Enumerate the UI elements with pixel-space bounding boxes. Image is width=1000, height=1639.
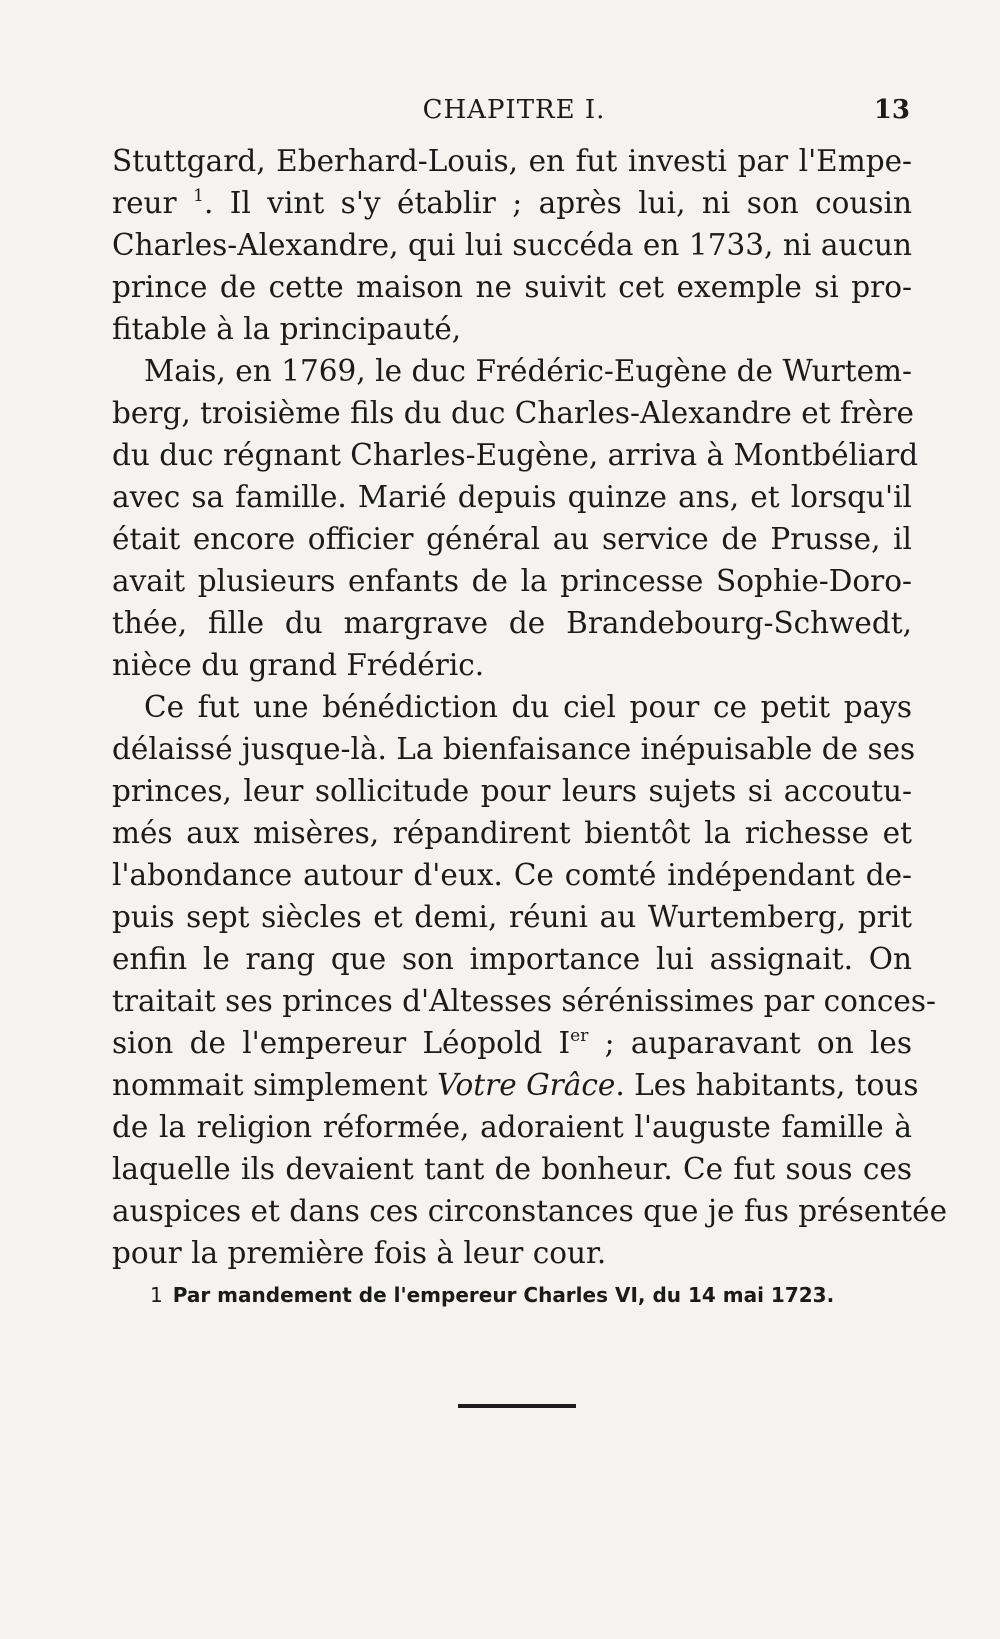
text-line: fitable à la principauté, <box>112 312 462 346</box>
text-line: du duc régnant Charles-Eugène, arriva à Montbéliard <box>112 438 919 472</box>
text-line-rest: . Les habitants, tous <box>615 1068 919 1102</box>
text-line <box>112 1064 919 1106</box>
text-line: thée, fille du margrave de Brandebourg-Schwedt, <box>112 606 912 640</box>
text-line-start: reur <box>112 186 194 220</box>
text-line: prince de cette maison ne suivit cet exemple si pro- <box>112 270 912 304</box>
text-line: princes, leur sollicitude pour leurs sujets si accoutu- <box>112 774 912 808</box>
italic-phrase: Votre Grâce <box>436 1068 616 1102</box>
body-text <box>112 140 948 1274</box>
text-line: pour la première fois à leur cour. <box>112 1236 607 1270</box>
paragraph-start-line: Mais, en 1769, le duc Frédéric-Eugène de Wurtem- <box>144 354 912 388</box>
footnote-number: 1 <box>150 1283 163 1307</box>
text-line: enfin le rang que son importance lui assignait. On <box>112 942 912 976</box>
text-line: de la religion réformée, adoraient l'auguste famille à <box>112 1110 912 1144</box>
text-line: délaissé jusque-là. La bienfaisance inépuisable de ses <box>112 732 916 766</box>
text-line <box>112 1022 912 1064</box>
text-line: laquelle ils devaient tant de bonheur. Ce fut sous ces <box>112 1152 912 1186</box>
footnote-reference: 1 <box>193 186 204 206</box>
text-line: puis sept siècles et demi, réuni au Wurtemberg, prit <box>112 900 912 934</box>
footnote <box>150 1280 910 1310</box>
text-line <box>112 182 912 224</box>
text-line: avait plusieurs enfants de la princesse Sophie-Doro- <box>112 564 912 598</box>
text-line: Charles-Alexandre, qui lui succéda en 1733, ni aucun <box>112 228 912 262</box>
text-line: berg, troisième fils du duc Charles-Alexandre et frère <box>112 396 914 430</box>
text-line-rest: . Il vint s'y établir ; après lui, ni son cousin <box>203 186 912 220</box>
text-line: avec sa famille. Marié depuis quinze ans, et lorsqu'il <box>112 480 912 514</box>
text-line-rest: ; auparavant on les <box>588 1026 912 1060</box>
text-line: auspices et dans ces circonstances que je fus présentée <box>112 1194 948 1228</box>
page-header <box>118 92 910 128</box>
paragraph-start-line: Ce fut une bénédiction du ciel pour ce petit pays <box>144 690 912 724</box>
footnote-text: Par mandement de l'empereur Charles VI, du 14 mai 1723. <box>172 1283 835 1307</box>
running-title: CHAPITRE I. <box>422 95 606 125</box>
text-line: nièce du grand Frédéric. <box>112 648 485 682</box>
superscript: er <box>570 1026 589 1046</box>
text-line: Stuttgard, Eberhard-Louis, en fut investi par l'Empe- <box>112 144 912 178</box>
text-line: était encore officier général au service de Prusse, il <box>112 522 912 556</box>
text-line: més aux misères, répandirent bientôt la richesse et <box>112 816 912 850</box>
end-rule-divider <box>458 1404 576 1408</box>
text-line-start: sion de l'empereur Léopold I <box>112 1026 571 1060</box>
page-number: 13 <box>873 95 910 125</box>
text-line: traitait ses princes d'Altesses sérénissimes par conces- <box>112 984 936 1018</box>
text-line-start: nommait simplement <box>112 1068 437 1102</box>
text-line: l'abondance autour d'eux. Ce comté indépendant de- <box>112 858 912 892</box>
